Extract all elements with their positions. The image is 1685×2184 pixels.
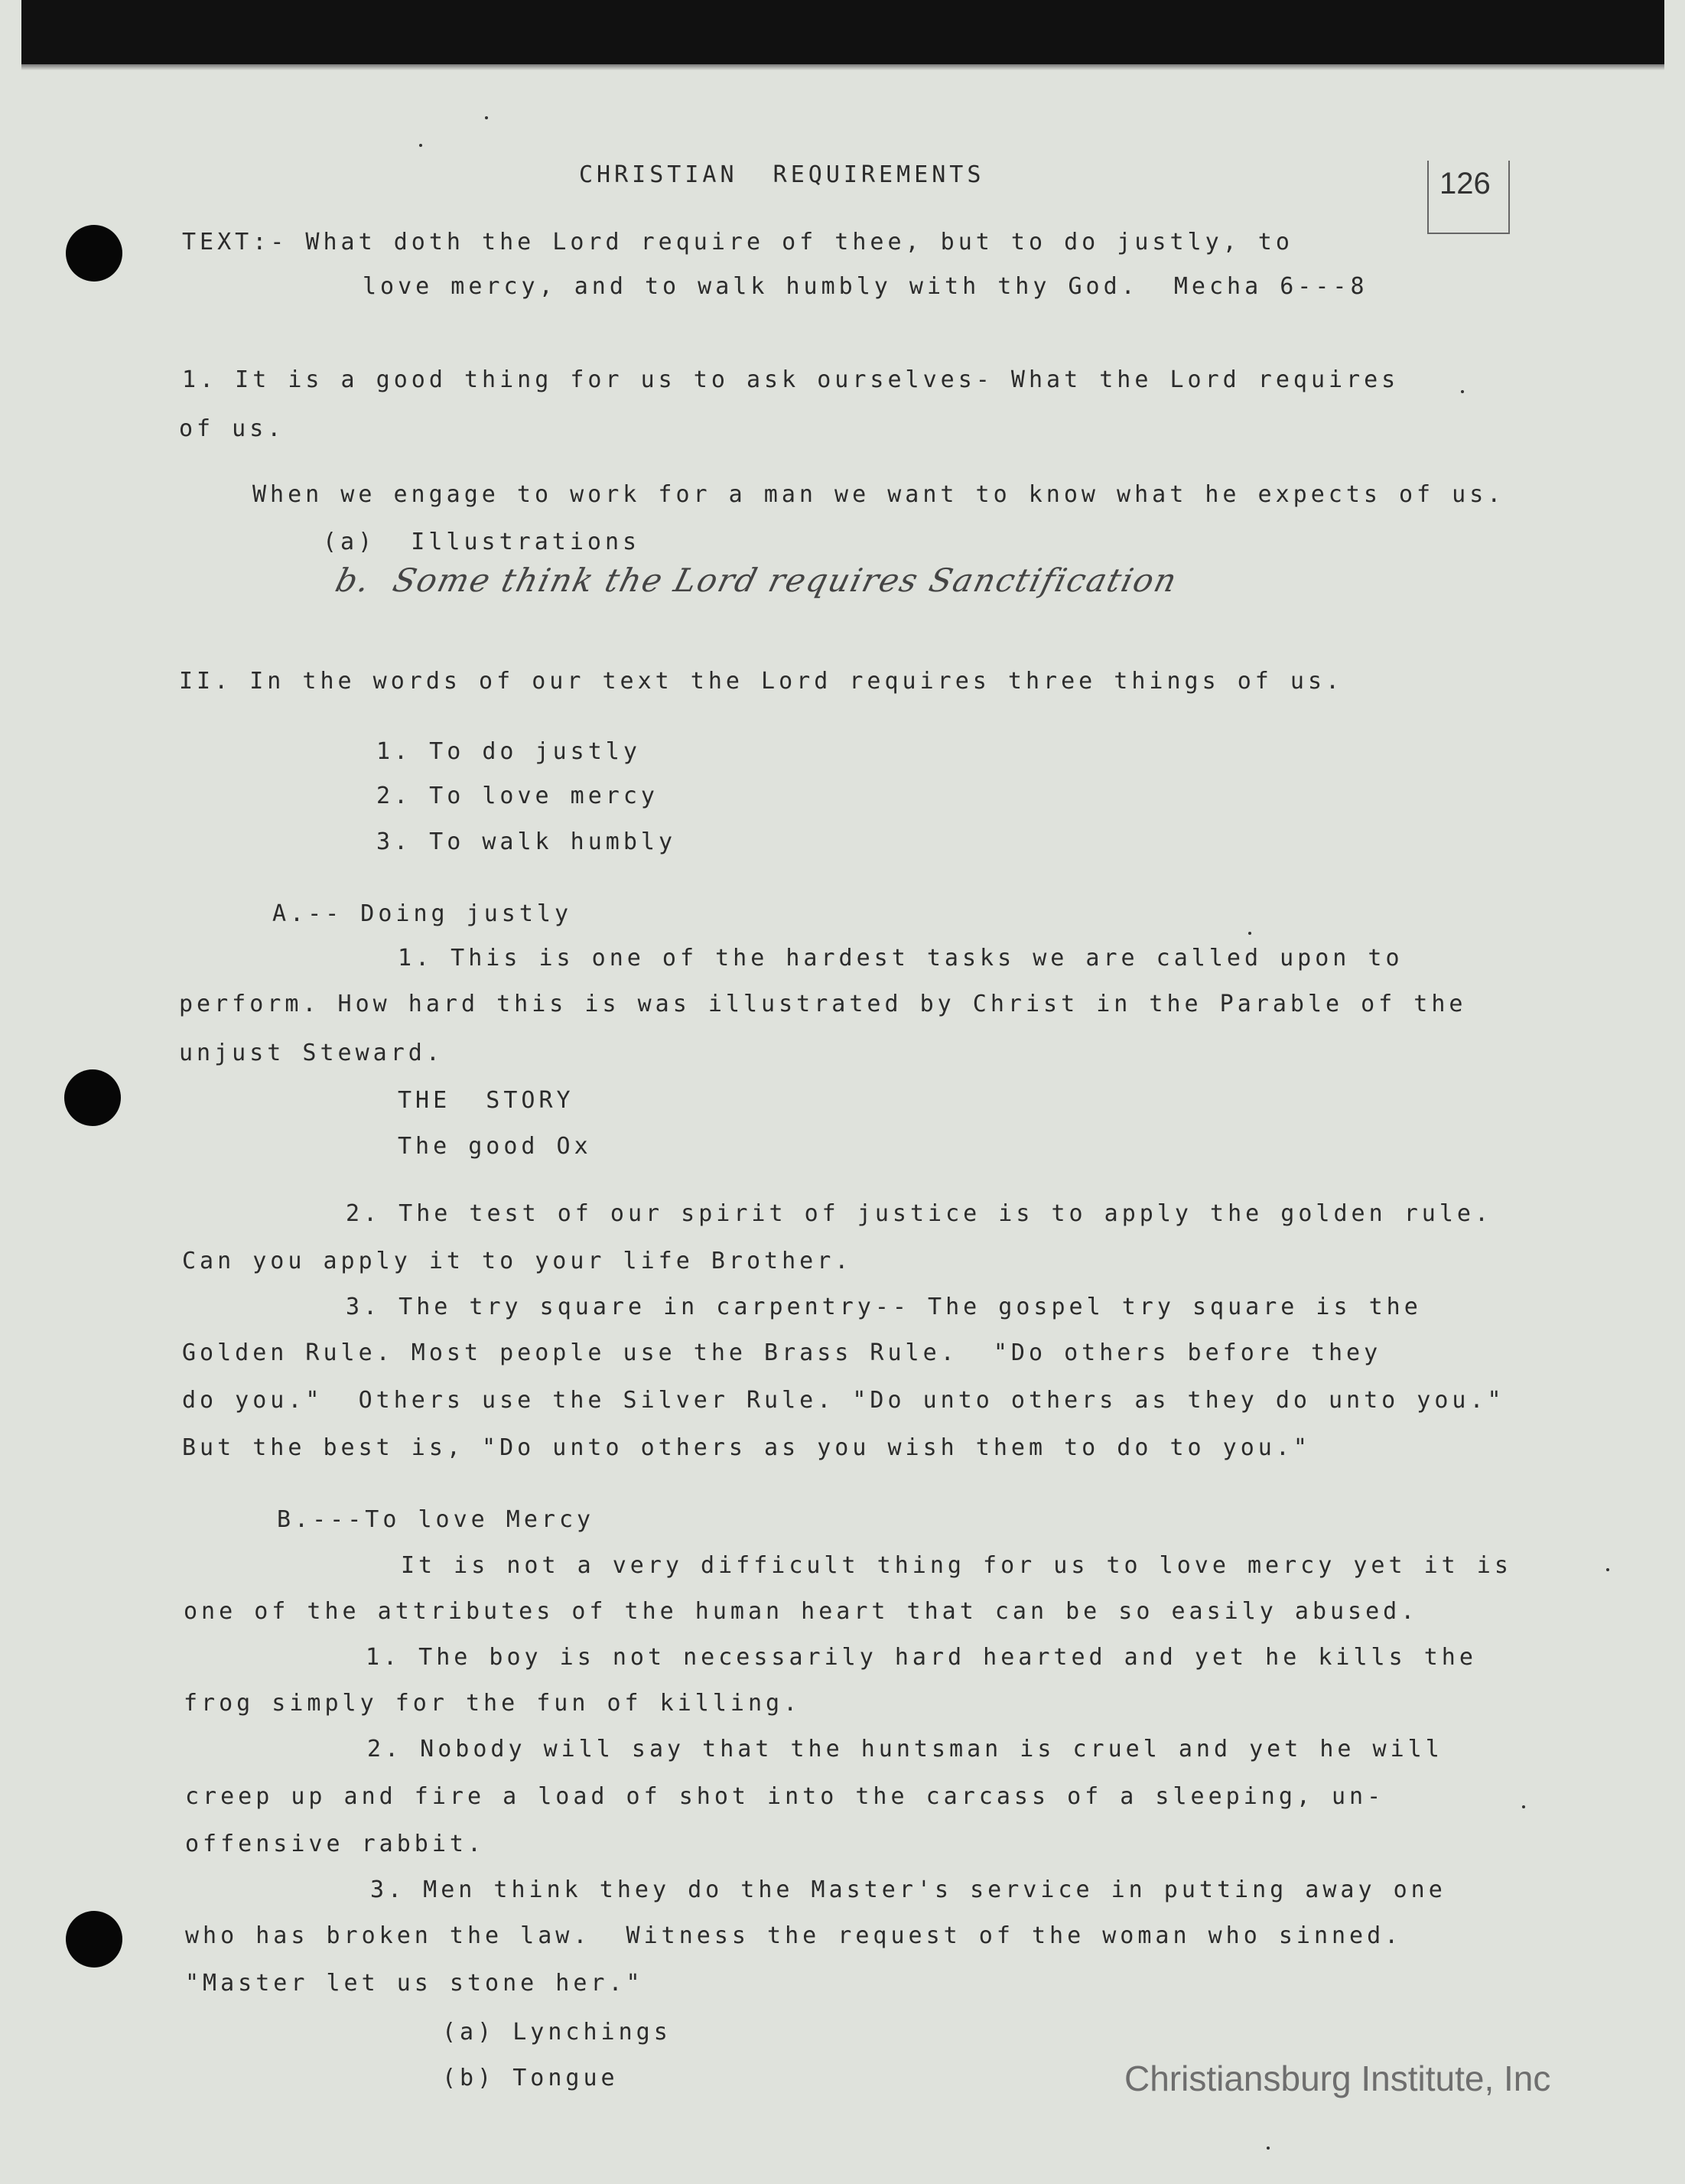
scan-speck bbox=[1461, 390, 1464, 393]
page-number: 126 bbox=[1439, 167, 1491, 200]
b3-b: (b) Tongue bbox=[442, 2065, 619, 2091]
scan-speck bbox=[1248, 932, 1251, 935]
scan-speck bbox=[485, 116, 488, 119]
point-one-line2: of us. bbox=[179, 415, 285, 442]
b-intro-line1: It is not a very difficult thing for us to love mercy yet it is bbox=[401, 1552, 1512, 1579]
b2-line3: offensive rabbit. bbox=[185, 1831, 486, 1857]
scripture-text-line2: love mercy, and to walk humbly with thy God. Mecha 6---8 bbox=[363, 273, 1368, 300]
punch-hole-top bbox=[66, 225, 122, 282]
punch-hole-middle bbox=[64, 1069, 121, 1126]
scan-speck bbox=[1606, 1568, 1609, 1571]
requirement-item: 2. To love mercy bbox=[376, 783, 659, 809]
section-a-heading: A.-- Doing justly bbox=[272, 900, 573, 927]
scan-speck bbox=[1522, 1805, 1525, 1808]
point-one-sub: When we engage to work for a man we want to know what he expects of us. bbox=[252, 481, 1505, 508]
b2-line2: creep up and fire a load of shot into the carcass of a sleeping, un- bbox=[185, 1783, 1385, 1810]
scan-border-bar bbox=[21, 0, 1664, 64]
a1-line3: unjust Steward. bbox=[179, 1040, 444, 1066]
b1-line2: frog simply for the fun of killing. bbox=[184, 1690, 802, 1717]
point-one-a: (a) Illustrations bbox=[323, 529, 641, 555]
page-title: CHRISTIAN REQUIREMENTS bbox=[579, 161, 985, 188]
scan-border-shadow bbox=[21, 64, 1664, 70]
section-b-heading: B.---To love Mercy bbox=[277, 1506, 595, 1533]
a3-line3: do you." Others use the Silver Rule. "Do unto others as they do unto you." bbox=[182, 1387, 1505, 1414]
b3-a: (a) Lynchings bbox=[442, 2019, 672, 2046]
handwritten-note: b. Some think the Lord requires Sanctification bbox=[331, 561, 1182, 599]
scripture-text-line1: TEXT:- What doth the Lord require of thee, but to do justly, to bbox=[182, 229, 1293, 256]
b1-line1: 1. The boy is not necessarily hard hearted and yet he kills the bbox=[366, 1644, 1477, 1671]
a2-line1: 2. The test of our spirit of justice is to apply the golden rule. bbox=[346, 1200, 1492, 1227]
watermark: Christiansburg Institute, Inc bbox=[1124, 2059, 1551, 2098]
the-story: THE STORY bbox=[398, 1087, 574, 1114]
scan-speck bbox=[419, 144, 422, 147]
point-one-line1: 1. It is a good thing for us to ask ourselves- What the Lord requires bbox=[182, 366, 1400, 393]
b3-line3: "Master let us stone her." bbox=[185, 1970, 644, 1997]
a2-line2: Can you apply it to your life Brother. bbox=[182, 1248, 853, 1274]
point-two-heading: II. In the words of our text the Lord requires three things of us. bbox=[179, 668, 1344, 695]
b2-line1: 2. Nobody will say that the huntsman is cruel and yet he will bbox=[367, 1736, 1443, 1762]
b-intro-line2: one of the attributes of the human heart that can be so easily abused. bbox=[184, 1598, 1419, 1625]
a1-line1: 1. This is one of the hardest tasks we are called upon to bbox=[398, 945, 1404, 972]
scan-speck bbox=[1267, 2147, 1270, 2150]
good-ox: The good Ox bbox=[398, 1133, 592, 1160]
a3-line1: 3. The try square in carpentry-- The gospel try square is the bbox=[346, 1294, 1422, 1320]
a3-line2: Golden Rule. Most people use the Brass Rule. "Do others before they bbox=[182, 1339, 1382, 1366]
b3-line2: who has broken the law. Witness the request of the woman who sinned. bbox=[185, 1922, 1403, 1949]
punch-hole-bottom bbox=[66, 1911, 122, 1968]
a1-line2: perform. How hard this is was illustrated by Christ in the Parable of the bbox=[179, 991, 1467, 1017]
b3-line1: 3. Men think they do the Master's service in putting away one bbox=[370, 1876, 1446, 1903]
requirement-item: 3. To walk humbly bbox=[376, 828, 677, 855]
requirement-item: 1. To do justly bbox=[376, 738, 641, 765]
a3-line4: But the best is, "Do unto others as you wish them to do to you." bbox=[182, 1434, 1311, 1461]
